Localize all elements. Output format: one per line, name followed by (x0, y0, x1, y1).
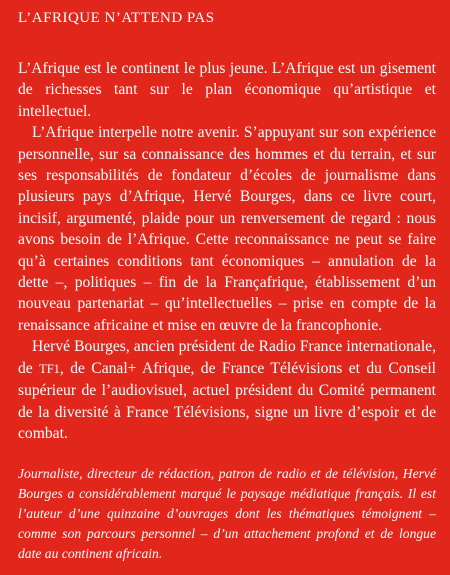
paragraph-3-start: Hervé Bourges, ancien président de Radio France internationale, de (18, 338, 436, 377)
paragraph-3 (18, 336, 436, 444)
paragraph-3-end: , de Canal+ Afrique, de France Télévisions et du Conseil supérieur de l’audiovisuel, actuel président du Comité permanent de la diversité à France Télévisions, signe un livre d’espoir et de combat. (18, 359, 436, 442)
paragraph-2: L’Afrique interpelle notre avenir. S’appuyant sur son expérience personnelle, sur sa connaissance des hommes et du terrain, et sur ses responsabilités de fondateur d’écoles de journalisme dans plusieurs pays d’Afrique, Hervé Bourges, dans ce livre court, incisif, argumenté, plaide pour un renversement de regard : nous avons besoin de l’Afrique. Cette reconnaissance ne peut se faire qu’à certaines conditions tant économiques – annulation de la dette –, politiques – fin de la Françafrique, établissement d’un nouveau partenariat – qu’intellectuelles – prise en compte de la renaissance africaine et mise en œuvre de la francophonie. (18, 124, 436, 334)
paragraph-1: L’Afrique est le continent le plus jeune. L’Afrique est un gisement de richesses tant sur le plan économique qu’artistique et intellectuel. (18, 60, 436, 120)
main-text (18, 58, 436, 444)
tf1-small-caps: TF1 (39, 361, 60, 376)
author-bio: Journaliste, directeur de rédaction, patron de radio et de télévision, Hervé Bourges a considérablement marqué le paysage médiatique français. Il est l’auteur d’une quinzaine d’ouvrages dont les thématiques témoignent – comme son parcours personnel – d’un attachement profond et de longue date au continent africain. (18, 466, 436, 561)
page-title: L’AFRIQUE N’ATTEND PAS (18, 10, 215, 26)
